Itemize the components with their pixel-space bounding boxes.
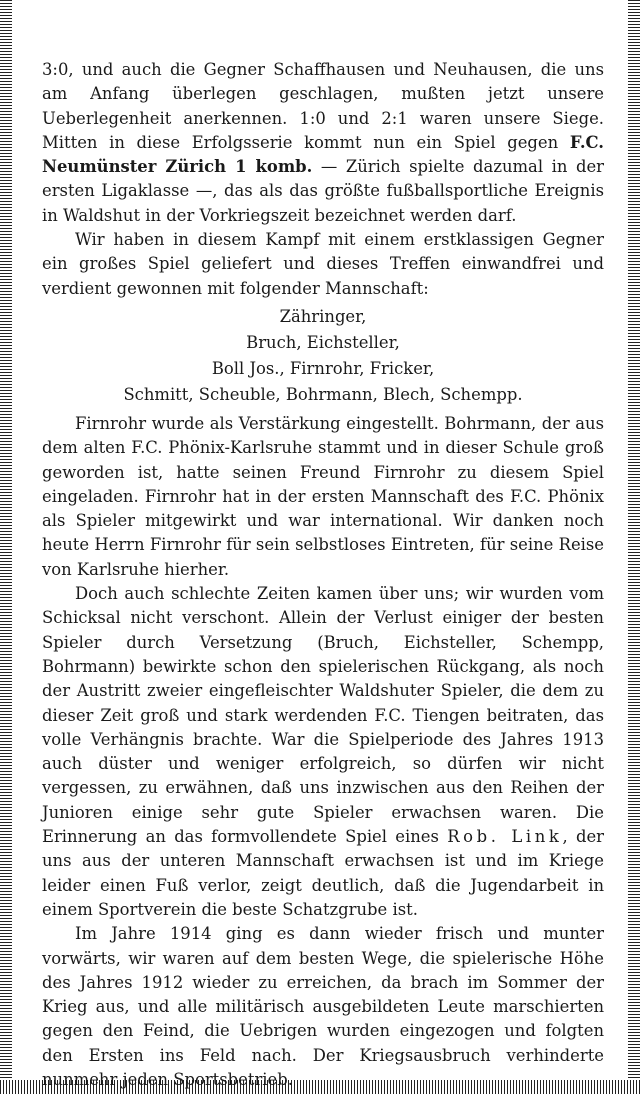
player-name-spaced: Rob. Link xyxy=(447,827,563,847)
right-page-edge xyxy=(628,0,640,1094)
paragraph-1-text-b: — Zürich spielte dazumal in der ersten Ligaklasse —, das als das größte fußballsportliche Ereignis in Waldshut in der Vorkriegszeit bezeichnet werden darf. xyxy=(42,157,604,225)
opponent-team-name: F.C. Neumünster Zürich 1 komb. xyxy=(42,132,604,177)
team-lineup xyxy=(42,304,604,408)
paragraph-team-intro: Wir haben in diesem Kampf mit einem erstklassigen Gegner ein großes Spiel geliefert und dieses Treffen einwandfrei und verdient gewonnen mit folgender Mannschaft: xyxy=(42,230,604,298)
paragraph-1914: Im Jahre 1914 ging es dann wieder frisch und munter vorwärts, wir waren auf dem besten Wege, die spielerische Höhe des Jahres 1912 wieder zu erreichen, da brach im Sommer der Krieg aus, und alle militärisch ausgebildeten Leute marschierten gegen den Feind, die Uebrigen wurden eingezogen und folgten den Ersten ins Feld nach. Der Kriegsausbruch verhinderte nunmehr jeden Sportsbetrieb. xyxy=(42,924,604,1089)
paragraph-1-text-a: 3:0, und auch die Gegner Schaffhausen und Neuhausen, die uns am Anfang überlegen geschlagen, mußten jetzt unsere Ueberlegenheit anerkennen. 1:0 und 2:1 waren unsere Siege. Mitten in diese Erfolgsserie kommt nun ein Spiel gegen xyxy=(42,60,604,152)
left-page-edge xyxy=(0,0,12,1094)
paragraph-continued xyxy=(42,58,604,228)
document-page xyxy=(42,58,604,1092)
lineup-backs: Bruch, Eichsteller, xyxy=(246,332,400,352)
paragraph-firnrohr: Firnrohr wurde als Verstärkung eingestellt. Bohrmann, der aus dem alten F.C. Phönix-Karlsruhe stammt und in dieser Schule groß geworden ist, hatte seinen Freund Firnrohr zu diesem Spiel eingeladen. Firnrohr hat in der ersten Mannschaft des F.C. Phönix als Spieler mitgewirkt und war international. Wir danken noch heute Herrn Firnrohr für sein selbstloses Eintreten, für seine Reise von Karlsruhe hierher. xyxy=(42,413,604,579)
lineup-forwards: Schmitt, Scheuble, Bohrmann, Blech, Schempp. xyxy=(123,384,523,404)
lineup-halfbacks: Boll Jos., Firnrohr, Fricker, xyxy=(211,358,435,378)
lineup-goalkeeper: Zähringer, xyxy=(279,306,367,326)
paragraph-bad-times xyxy=(42,582,604,922)
paragraph-4-text-a: Doch auch schlechte Zeiten kamen über uns; wir wurden vom Schicksal nicht verschont. Allein der Verlust einiger der besten Spieler durch Versetzung (Bruch, Eichsteller, Schempp, Bohrmann) bewirkte schon den spielerischen Rückgang, als noch der Austritt zweier eingefleischter Waldshuter Spieler, die dem zu dieser Zeit groß und stark werdenden F.C. Tiengen beitraten, das volle Verhängnis brachte. War die Spielperiode des Jahres 1913 auch düster und weniger erfolgreich, so dürfen wir nicht vergessen, zu erwähnen, daß uns inzwischen aus den Reihen der Junioren einige sehr gute Spieler erwachsen waren. Die Erinnerung an das formvollendete Spiel eines xyxy=(42,584,604,847)
paragraph-4-text-b: , der uns aus der unteren Mannschaft erwachsen ist und im Kriege leider einen Fuß verlor, zeigt deutlich, daß die Jugendarbeit in einem Sportverein die beste Schatzgrube ist. xyxy=(42,827,605,919)
